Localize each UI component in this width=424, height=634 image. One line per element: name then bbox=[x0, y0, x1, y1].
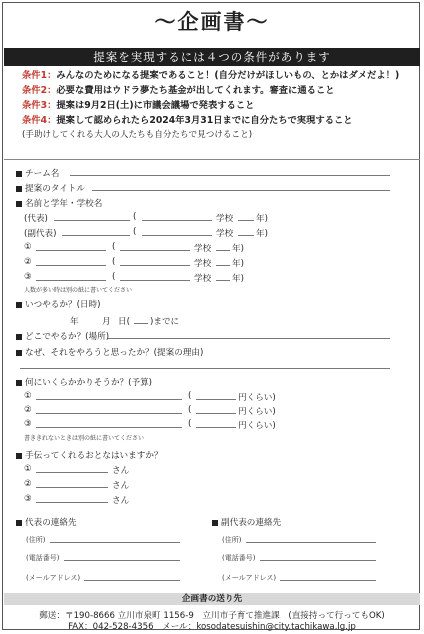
bullet-square-icon bbox=[16, 334, 22, 340]
school-label: 学校 bbox=[194, 274, 212, 284]
bullet-square-icon bbox=[16, 380, 22, 386]
helper-3-field[interactable] bbox=[36, 502, 108, 503]
vice-rep-label: (副代表) bbox=[24, 229, 57, 239]
where-field[interactable] bbox=[108, 338, 390, 339]
bullet-square-icon bbox=[16, 302, 22, 308]
rep-phone-field[interactable] bbox=[64, 560, 180, 561]
bullet-square-icon bbox=[16, 171, 22, 177]
school-label: 学校 bbox=[194, 244, 212, 254]
condition-note: (手助けしてくれる大人の人たちも自分たちで見つけること) bbox=[22, 130, 253, 140]
helper-1-label: ① bbox=[24, 464, 32, 474]
rep-label: (代表) bbox=[24, 214, 48, 224]
bullet-square-icon bbox=[16, 520, 22, 526]
member-1-name-field[interactable] bbox=[36, 250, 106, 251]
member-3-year-field[interactable] bbox=[216, 280, 230, 281]
team-name-label: チーム名 bbox=[16, 167, 59, 179]
vice-rep-school-field[interactable] bbox=[142, 235, 212, 236]
vice-phone-field[interactable] bbox=[260, 560, 376, 561]
rep-email-label: (メールアドレス) bbox=[26, 574, 81, 582]
proposal-title-field[interactable] bbox=[92, 190, 390, 191]
proposal-title-label: 提案のタイトル bbox=[16, 182, 85, 194]
team-name-field[interactable] bbox=[70, 175, 390, 176]
cost-1-item-field[interactable] bbox=[36, 399, 182, 400]
rep-email-field[interactable] bbox=[84, 580, 180, 581]
where-label: どこでやるか？(場所) bbox=[16, 330, 109, 342]
cost-2-item-field[interactable] bbox=[36, 413, 182, 414]
condition-4: 条件4：提案して認められたら2024年3月31日までに自分たちで実現すること bbox=[22, 115, 353, 126]
member-2-year-field[interactable] bbox=[216, 265, 230, 266]
rep-phone-label: (電話番号) bbox=[26, 554, 60, 562]
rep-school-field[interactable] bbox=[142, 220, 212, 221]
bullet-square-icon bbox=[212, 520, 218, 526]
san-label: さん bbox=[112, 496, 130, 506]
vice-contact-label: 副代表の連絡先 bbox=[212, 516, 281, 528]
helpers-label: 手伝ってくれるおとなはいますか？ bbox=[16, 449, 163, 461]
rep-name-field[interactable] bbox=[54, 220, 130, 221]
year-label: 年) bbox=[232, 259, 244, 269]
paren: ( bbox=[112, 242, 116, 252]
conditions-banner: 提案を実現するには４つの条件があります bbox=[4, 48, 420, 66]
bullet-square-icon bbox=[16, 453, 22, 459]
bullet-square-icon bbox=[16, 350, 22, 356]
san-label: さん bbox=[112, 466, 130, 476]
member-3-label: ③ bbox=[24, 272, 32, 282]
vice-rep-name-field[interactable] bbox=[62, 235, 130, 236]
school-label: 学校 bbox=[216, 229, 234, 239]
vice-address-label: (住所) bbox=[222, 536, 242, 544]
cost-1-amount-field[interactable] bbox=[196, 399, 236, 400]
vice-address-field[interactable] bbox=[246, 542, 376, 543]
date-weekday-field[interactable] bbox=[134, 323, 148, 324]
paren: ( bbox=[188, 405, 192, 415]
date-until-label: )までに bbox=[150, 317, 180, 327]
send-to-fax-email: FAX：042-528-4356 メール：kosodatesuishin@city.tachikawa.lg.jp bbox=[68, 622, 356, 632]
condition-2: 条件2：必要な費用はウドラ夢たち基金が出してくれます。審査に通ること bbox=[22, 85, 335, 96]
paren: ( bbox=[188, 419, 192, 429]
cost-note: 書ききれないときは別の紙に書いてください bbox=[24, 435, 145, 442]
name-grade-label: 名前と学年・学校名 bbox=[16, 197, 102, 209]
cost-unit-label: 円くらい) bbox=[238, 407, 276, 417]
cost-3-item-field[interactable] bbox=[36, 427, 182, 428]
year-label: 年) bbox=[256, 229, 268, 239]
member-2-school-field[interactable] bbox=[120, 265, 190, 266]
school-label: 学校 bbox=[216, 214, 234, 224]
cost-2-amount-field[interactable] bbox=[196, 413, 236, 414]
rep-address-label: (住所) bbox=[26, 536, 46, 544]
bullet-square-icon bbox=[16, 186, 22, 192]
cost-3-label: ③ bbox=[24, 419, 32, 429]
year-label: 年) bbox=[232, 274, 244, 284]
member-3-school-field[interactable] bbox=[120, 280, 190, 281]
why-field[interactable] bbox=[20, 368, 390, 369]
vice-email-field[interactable] bbox=[280, 580, 376, 581]
cost-1-label: ① bbox=[24, 391, 32, 401]
members-note: 人数が多い時は別の紙に書いてください bbox=[24, 287, 133, 294]
cost-2-label: ② bbox=[24, 405, 32, 415]
helper-1-field[interactable] bbox=[36, 472, 108, 473]
bullet-square-icon bbox=[16, 201, 22, 207]
condition-1: 条件1：みんなのためになる提案であること！(自分だけがほしいもの、とかはダメだよ！) bbox=[22, 70, 400, 81]
when-label: いつやるか？(日時) bbox=[16, 298, 100, 310]
helper-2-label: ② bbox=[24, 479, 32, 489]
date-year-label: 年 bbox=[70, 317, 79, 327]
date-month-label: 月 bbox=[102, 317, 111, 327]
rep-contact-label: 代表の連絡先 bbox=[16, 516, 77, 528]
member-3-name-field[interactable] bbox=[36, 280, 106, 281]
cost-unit-label: 円くらい) bbox=[238, 393, 276, 403]
helper-3-label: ③ bbox=[24, 494, 32, 504]
rep-address-field[interactable] bbox=[50, 542, 180, 543]
vice-email-label: (メールアドレス) bbox=[222, 574, 277, 582]
paren: ( bbox=[133, 212, 137, 222]
condition-3: 条件3：提案は9月2日(土)に市議会議場で発表すること bbox=[22, 100, 255, 111]
vice-rep-year-field[interactable] bbox=[238, 235, 254, 236]
helper-2-field[interactable] bbox=[36, 487, 108, 488]
member-1-year-field[interactable] bbox=[216, 250, 230, 251]
send-to-postal: 郵送：〒190-8666 立川市泉町 1156-9 立川市子育て推進課 (直接持って行ってもOK) bbox=[39, 611, 385, 621]
vice-phone-label: (電話番号) bbox=[222, 554, 256, 562]
year-label: 年) bbox=[256, 214, 268, 224]
paren: ( bbox=[112, 272, 116, 282]
why-label: なぜ、それをやろうと思ったか？(提案の理由) bbox=[16, 346, 203, 358]
date-day-label: 日( bbox=[118, 317, 130, 327]
year-label: 年) bbox=[232, 244, 244, 254]
paren: ( bbox=[133, 227, 137, 237]
san-label: さん bbox=[112, 481, 130, 491]
cost-unit-label: 円くらい) bbox=[238, 421, 276, 431]
send-to-heading: 企画書の送り先 bbox=[4, 593, 420, 605]
school-label: 学校 bbox=[194, 259, 212, 269]
member-1-school-field[interactable] bbox=[120, 250, 190, 251]
member-1-label: ① bbox=[24, 242, 32, 252]
paren: ( bbox=[188, 391, 192, 401]
cost-label: 何にいくらかかりそうか？(予算) bbox=[16, 376, 152, 388]
paren: ( bbox=[112, 257, 116, 267]
member-2-name-field[interactable] bbox=[36, 265, 106, 266]
member-2-label: ② bbox=[24, 257, 32, 267]
rep-year-field[interactable] bbox=[238, 220, 254, 221]
cost-3-amount-field[interactable] bbox=[196, 427, 236, 428]
page-title: 〜企画書〜 bbox=[154, 10, 270, 34]
